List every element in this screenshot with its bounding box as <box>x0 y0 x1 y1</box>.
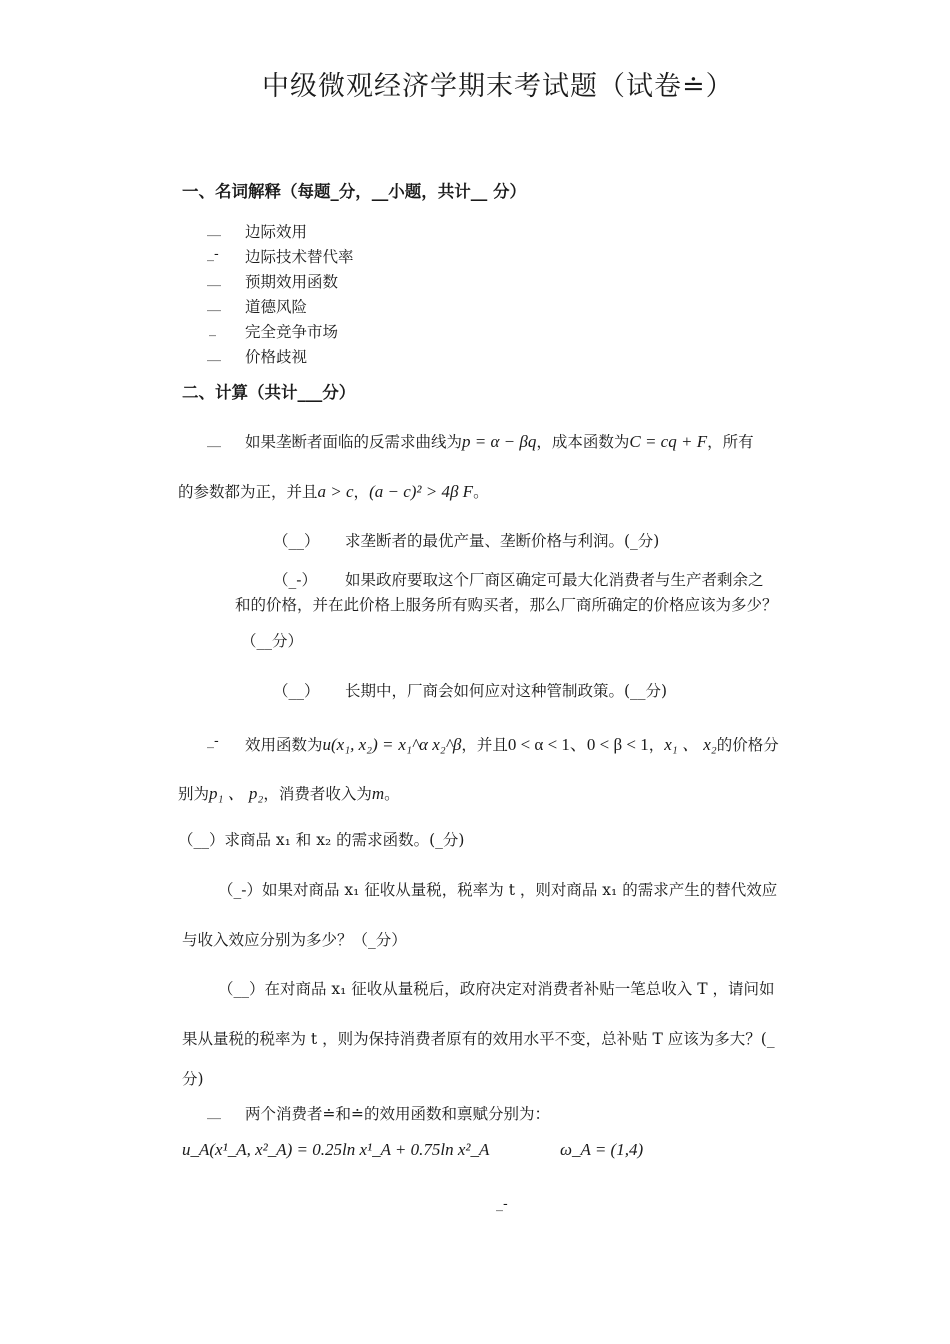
item-number: __ <box>207 296 221 312</box>
endowment: ω_A = (1,4) <box>560 1140 644 1159</box>
section1-heading: 一、名词解释（每题_分，__小题，共计__ 分） <box>182 182 526 201</box>
term-label: 边际技术替代率 <box>245 248 354 266</box>
question-number: __ <box>207 432 221 448</box>
subquestion-text: 分) <box>182 1070 204 1088</box>
subquestion-text: （__）求商品 x₁ 和 x₂ 的需求函数。(_分) <box>178 831 465 849</box>
term-label: 道德风险 <box>245 298 308 316</box>
term-label: 预期效用函数 <box>245 273 339 291</box>
page-number: _- <box>496 1196 508 1212</box>
page-title: 中级微观经济学期末考试题（试卷≐） <box>262 71 734 102</box>
term-label: 价格歧视 <box>245 348 308 366</box>
score: （__分） <box>241 632 304 650</box>
text-fragment: ，成本函数为 <box>536 433 630 451</box>
subquestion-number: （__） <box>273 532 320 550</box>
question-text: 两个消费者≐和≐的效用函数和禀赋分别为： <box>245 1105 550 1123</box>
text-fragment: 。 <box>473 483 489 501</box>
question-text <box>245 730 779 755</box>
subquestion-text: 如果政府要取这个厂商区确定可最大化消费者与生产者剩余之 <box>345 571 764 589</box>
item-number: __ <box>207 271 221 287</box>
text-fragment: 的价格分 <box>716 736 779 754</box>
text-fragment: 的参数都为正，并且 <box>178 483 318 501</box>
utility-function: u_A(x¹_A, x²_A) = 0.25ln x¹_A + 0.75ln x²_A <box>182 1140 490 1159</box>
prices: p₁ 、 p₂ <box>209 784 264 803</box>
subquestion-number: （_-） <box>273 571 317 589</box>
subquestion-text: 求垄断者的最优产量、垄断价格与利润。(_分) <box>345 532 660 550</box>
demand-equation: p = α − βq <box>462 432 537 451</box>
subquestion-text: 果从量税的税率为 t ，则为保持消费者原有的效用水平不变，总补贴 T 应该为多大？(_ <box>182 1030 775 1048</box>
subquestion-text: 与收入效应分别为多少？（_分） <box>182 931 407 949</box>
condition: a > c <box>317 482 354 501</box>
text-fragment: ，消费者收入为 <box>263 785 372 803</box>
term-label: 完全竞争市场 <box>245 323 339 341</box>
text-fragment: ， <box>353 483 370 501</box>
subquestion-text: 长期中，厂商会如何应对这种管制政策。(__分) <box>345 682 668 700</box>
text-fragment: ，并且 <box>461 736 508 754</box>
variables: x₁ 、 x₂ <box>664 735 717 754</box>
section2-heading: 二、计算（共计___分） <box>182 383 356 402</box>
utility-function: x₁^α x₂^β <box>398 735 462 754</box>
subquestion-text: （_-）如果对商品 x₁ 征收从量税，税率为 t ，则对商品 x₁ 的需求产生的替代效应 <box>218 881 778 899</box>
text-fragment: ， <box>648 736 665 754</box>
question-text <box>245 430 754 452</box>
subquestion-text: （__）在对商品 x₁ 征收从量税后，政府决定对消费者补贴一笔总收入 T ，请问如 <box>218 980 775 998</box>
cost-equation: C = cq + F <box>629 432 708 451</box>
text-fragment: ，所有 <box>707 433 754 451</box>
text-fragment: 别为 <box>178 785 210 803</box>
item-number: _- <box>207 246 219 262</box>
subquestion-number: （__） <box>273 682 320 700</box>
text-fragment: 。 <box>384 785 400 803</box>
item-number: __ <box>207 221 221 237</box>
question-text <box>178 480 489 502</box>
question-number: __ <box>207 1104 221 1120</box>
income: m <box>371 784 385 803</box>
utility-function: u(x₁, x₂) = <box>322 735 394 754</box>
item-number: __ <box>207 346 221 362</box>
term-label: 边际效用 <box>245 223 308 241</box>
text-fragment: 如果垄断者面临的反需求曲线为 <box>245 433 463 451</box>
text-fragment: 效用函数为 <box>245 736 323 754</box>
condition: (a − c)² > 4β F <box>369 482 474 501</box>
question-number: _- <box>207 733 219 749</box>
item-number: _ <box>209 321 216 337</box>
subquestion-text: 和的价格，并在此价格上服务所有购买者，那么厂商所确定的价格应该为多少？ <box>235 596 778 614</box>
condition: 0 < α < 1、0 < β < 1 <box>507 735 649 754</box>
question-text <box>178 779 400 804</box>
